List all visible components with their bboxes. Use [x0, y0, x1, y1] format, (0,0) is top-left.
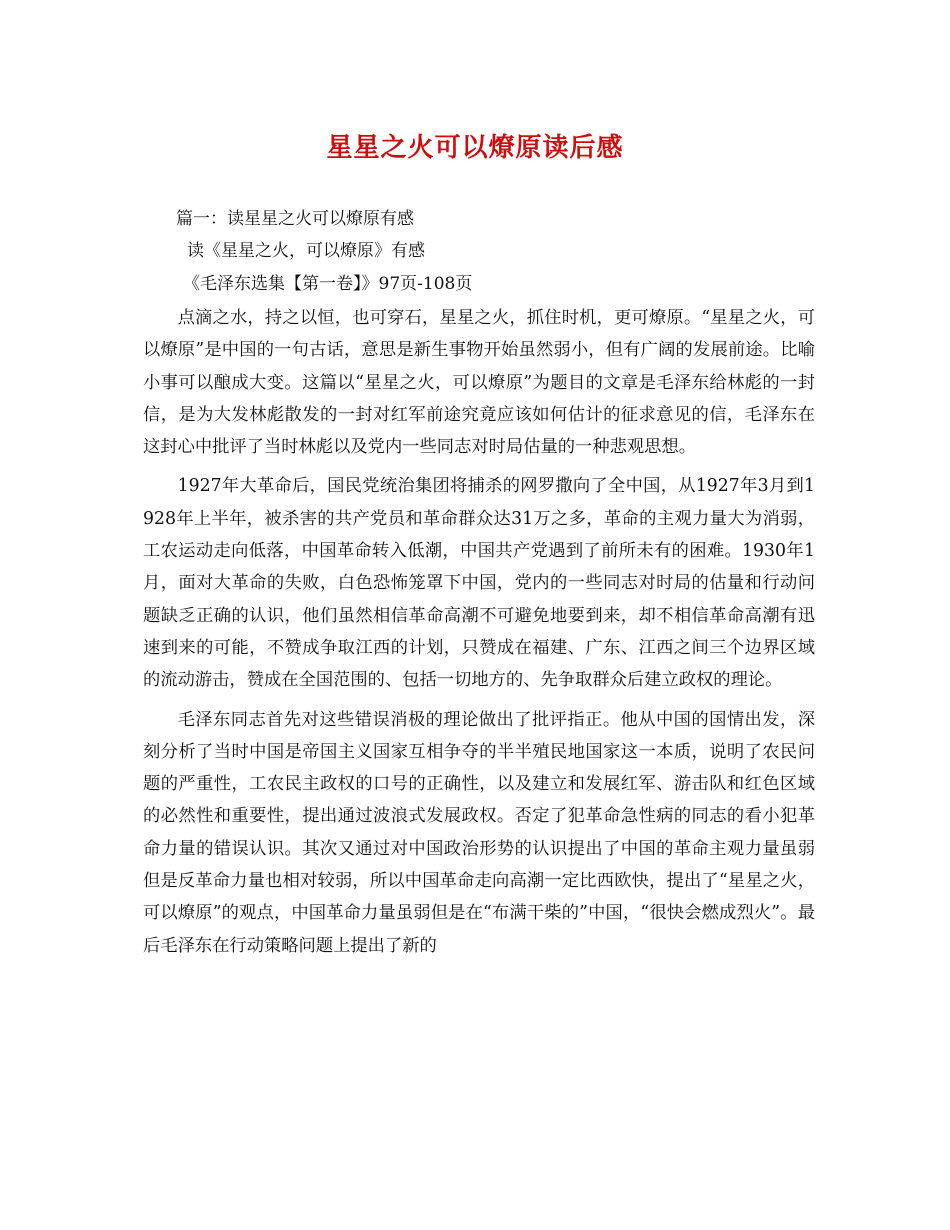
- source-citation: 《毛泽东选集【第一卷】》97页-108页: [183, 274, 473, 294]
- paragraph-1: 点滴之水，持之以恒，也可穿石，星星之火，抓住时机，更可燎原。“星星之火，可以燎原”是中国的一句古话，意思是新生事物开始虽然弱小，但有广阔的发展前途。比喻小事可以酿成大变。这篇以“星星之火，可以燎原”为题目的文章是毛泽东给林彪的一封信，是为大发林彪散发的一封对红军前途究竟应该如何估计的征求意见的信，毛泽东在这封心中批评了当时林彪以及党内一些同志对时局估量的一种悲观思想。: [143, 308, 815, 458]
- section-heading: 篇一：读星星之火可以燎原有感: [176, 209, 414, 229]
- article-subtitle: 读《星星之火，可以燎原》有感: [187, 241, 425, 261]
- document-title: 星星之火可以燎原读后感: [326, 133, 624, 163]
- body-text: [143, 302, 815, 969]
- paragraph-3: 毛泽东同志首先对这些错误消极的理论做出了批评指正。他从中国的国情出发，深刻分析了当时中国是帝国主义国家互相争夺的半半殖民地国家这一本质，说明了农民问题的严重性，工农民主政权的口号的正确性，以及建立和发展红军、游击队和红色区域的必然性和重要性，提出通过波浪式发展政权。否定了犯革命急性病的同志的看小犯革命力量的错误认识。其次又通过对中国政治形势的认识提出了中国的革命主观力量虽弱但是反革命力量也相对较弱，所以中国革命走向高潮一定比西欧快，提出了“星星之火，可以燎原”的观点，中国革命力量虽弱但是在“布满干柴的”中国，“很快会燃成烈火”。最后毛泽东在行动策略问题上提出了新的: [143, 709, 815, 956]
- paragraph-2: 1927年大革命后，国民党统治集团将捕杀的网罗撒向了全中国，从1927年3月到1928年上半年，被杀害的共产党员和革命群众达31万之多，革命的主观力量大为消弱，工农运动走向低落，中国革命转入低潮，中国共产党遇到了前所未有的困难。1930年1月，面对大革命的失败，白色恐怖笼罩下中国，党内的一些同志对时局的估量和行动问题缺乏正确的认识，他们虽然相信革命高潮不可避免地要到来，却不相信革命高潮有迅速到来的可能，不赞成争取江西的计划，只赞成在福建、广东、江西之间三个边界区域的流动游击，赞成在全国范围的、包括一切地方的、先争取群众后建立政权的理论。: [143, 476, 815, 691]
